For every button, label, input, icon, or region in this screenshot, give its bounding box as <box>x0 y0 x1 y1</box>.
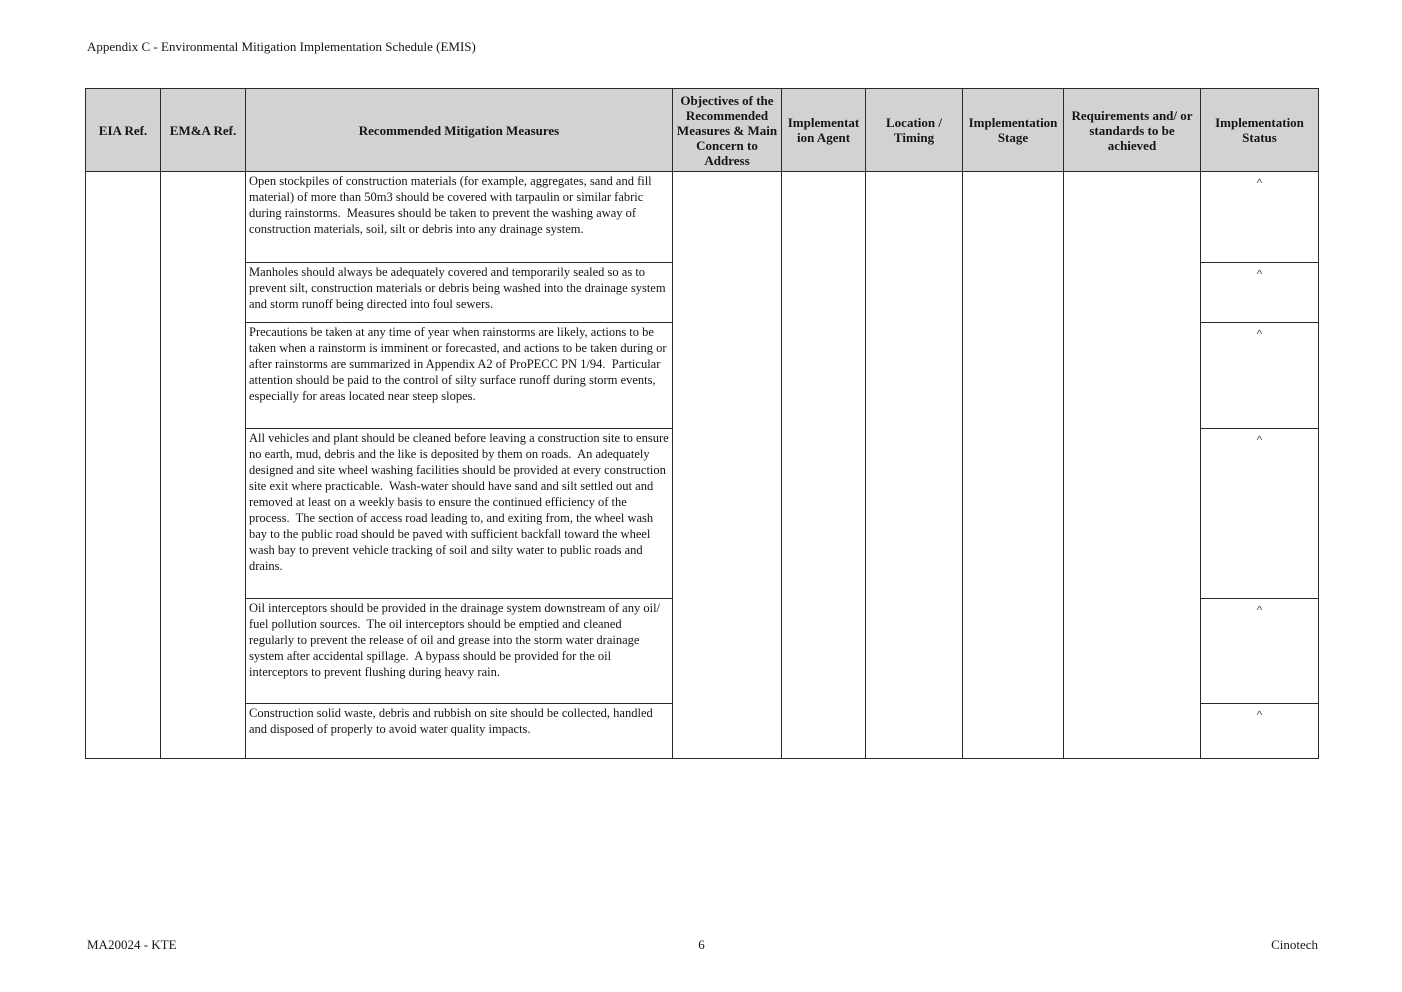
column-header-implementation-agent <box>782 89 866 172</box>
column-header-label: Implementation Status <box>1215 115 1304 145</box>
implementation-status-cell: ^ <box>1201 704 1319 759</box>
implementation-status-cell: ^ <box>1201 323 1319 429</box>
column-header-eia-ref <box>86 89 161 172</box>
implementation-status-cell: ^ <box>1201 599 1319 704</box>
page-footer <box>85 937 1318 953</box>
footer-company: Cinotech <box>1271 937 1318 952</box>
column-header-location-timing <box>866 89 963 172</box>
column-header-label: EIA Ref. <box>98 122 148 138</box>
document-title: Appendix C - Environmental Mitigation Implementation Schedule (EMIS) <box>87 39 476 54</box>
column-header-label: Objectives of the Recommended Measures & Main Concern to Address <box>676 92 778 168</box>
footer-project-ref: MA20024 - KTE <box>87 937 177 952</box>
column-header-label: Location / Timing <box>886 115 942 145</box>
column-header-implementation-stage <box>963 89 1064 172</box>
column-header-label: Implementation Stage <box>968 115 1058 145</box>
column-header-recommended-mitigation-measures <box>246 89 673 172</box>
mitigation-measure-cell: Construction solid waste, debris and rubbish on site should be collected, handled and disposed of properly to avoid water quality impacts. <box>246 704 673 759</box>
mitigation-measure-cell: Oil interceptors should be provided in the drainage system downstream of any oil/ fuel pollution sources. The oil interceptors should be emptied and cleaned regularly to prevent the release of oil and grease into the storm water drainage system after accidental spillage. A bypass should be provided for the oil interceptors to prevent flushing during heavy rain. <box>246 599 673 704</box>
implementation-status-cell: ^ <box>1201 172 1319 263</box>
column-header-label: EM&A Ref. <box>169 122 237 138</box>
ema-ref-column-cell <box>161 172 246 759</box>
column-header-ema-ref <box>161 89 246 172</box>
column-header-requirements <box>1064 89 1201 172</box>
requirements-column-cell <box>1064 172 1201 759</box>
objectives-column-cell <box>673 172 782 759</box>
column-header-objectives <box>673 89 782 172</box>
mitigation-measure-cell: All vehicles and plant should be cleaned before leaving a construction site to ensure no earth, mud, debris and the like is deposited by them on roads. An adequately designed and site wheel washing facilities should be provided at every construction site exit where practicable. Wash-water should have sand and silt settled out and removed at least on a weekly basis to ensure the continued efficiency of the process. The section of access road leading to, and exiting from, the wheel wash bay to the public road should be paved with sufficient backfall toward the wheel wash bay to prevent vehicle tracking of soil and silty water to public roads and drains. <box>246 429 673 599</box>
eia-ref-column-cell <box>86 172 161 759</box>
column-header-label: Requirements and/ or standards to be achieved <box>1071 107 1193 153</box>
emis-table <box>85 88 1319 759</box>
implementation-agent-column-cell <box>782 172 866 759</box>
implementation-stage-column-cell <box>963 172 1064 759</box>
implementation-status-cell: ^ <box>1201 263 1319 323</box>
column-header-label: Implementation Agent <box>787 115 860 145</box>
mitigation-measure-cell: Precautions be taken at any time of year when rainstorms are likely, actions to be taken when a rainstorm is imminent or forecasted, and actions to be taken during or after rainstorms are summarized in Appendix A2 of ProPECC PN 1/94. Particular attention should be paid to the control of silty surface runoff during storm events, especially for areas located near steep slopes. <box>246 323 673 429</box>
footer-page-number: 6 <box>698 937 705 952</box>
column-header-implementation-status <box>1201 89 1319 172</box>
mitigation-measure-cell: Manholes should always be adequately covered and temporarily sealed so as to prevent silt, construction materials or debris being washed into the drainage system and storm runoff being directed into foul sewers. <box>246 263 673 323</box>
column-header-label: Recommended Mitigation Measures <box>358 122 560 138</box>
mitigation-measure-cell: Open stockpiles of construction materials (for example, aggregates, sand and fill material) of more than 50m3 should be covered with tarpaulin or similar fabric during rainstorms. Measures should be taken to prevent the washing away of construction materials, soil, silt or debris into any drainage system. <box>246 172 673 263</box>
implementation-status-cell: ^ <box>1201 429 1319 599</box>
location-timing-column-cell <box>866 172 963 759</box>
